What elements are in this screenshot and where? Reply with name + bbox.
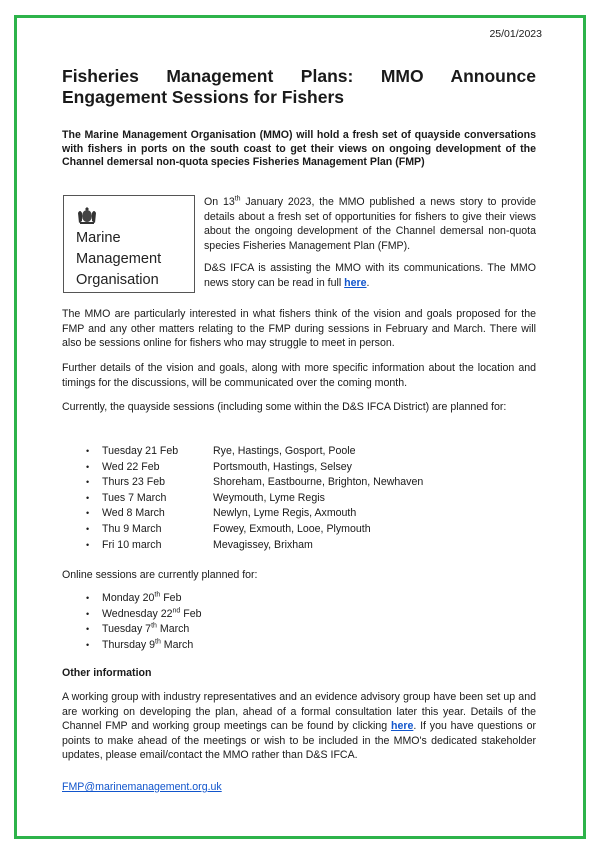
mmo-logo <box>63 195 195 293</box>
royal-crest-icon <box>76 205 98 225</box>
paragraph-working-group: A working group with industry representatives and an evidence advisory group have been set up and are working on developing the plan, ahead of a formal consultation later this year. Details of the Channel FMP and working group meetings can be found by clicking here. If you have questions or points to make ahead of the meetings or wish to be included in the MMO's dedicated stakeholder updates, please email/contact the MMO rather than D&S IFCA. <box>62 691 536 761</box>
list-item: • Tuesday 7th March <box>86 622 190 636</box>
news-story-link[interactable]: here <box>344 276 367 289</box>
list-item: • Wed 8 March Newlyn, Lyme Regis, Axmouth <box>86 507 357 520</box>
logo-text-line3: Organisation <box>76 272 159 288</box>
list-item: • Tuesday 21 Feb Rye, Hastings, Gosport, Poole <box>86 445 356 457</box>
list-item: • Monday 20th Feb <box>86 591 182 604</box>
side-paragraph-2: D&S IFCA is assisting the MMO with its communications. The MMO news story can be read in full here. <box>204 262 536 289</box>
list-item: • Wed 22 Feb Portsmouth, Hastings, Selsey <box>86 460 352 473</box>
list-item: • Thu 9 March Fowey, Exmouth, Looe, Plymouth <box>86 522 371 535</box>
side-text <box>204 195 536 290</box>
other-information-heading: Other information <box>62 667 152 679</box>
document-date: 25/01/2023 <box>489 28 542 40</box>
list-item: • Wednesday 22nd Feb <box>86 607 202 620</box>
paragraph-online-intro: Online sessions are currently planned for: <box>62 569 258 581</box>
logo-text-line1: Marine <box>76 230 121 246</box>
logo-text-line2: Management <box>76 251 162 267</box>
paragraph-further-details: Further details of the vision and goals, along with more specific information about the location and timings for the discussions, will be communicated over the coming month. <box>62 362 536 389</box>
paragraph-quayside-intro: Currently, the quayside sessions (including some within the D&S IFCA District) are planned for: <box>62 401 507 413</box>
channel-fmp-link[interactable]: here <box>390 720 414 732</box>
list-item: • Thursday 9th March <box>86 638 194 651</box>
list-item: • Thurs 23 Feb Shoreham, Eastbourne, Brighton, Newhaven <box>86 476 424 489</box>
contact-email-link[interactable]: FMP@marinemanagement.org.uk <box>62 781 222 793</box>
intro-summary: The Marine Management Organisation (MMO) will hold a fresh set of quayside conversations with fishers in ports on the south coast to get their views on ongoing development of the Channel demersal non-quota species Fisheries Management Plan (FMP) <box>62 129 536 168</box>
page-title: Fisheries Management Plans: MMO Announce Engagement Sessions for Fishers <box>62 66 536 107</box>
online-sessions-list <box>62 591 362 653</box>
quayside-sessions-list <box>62 444 536 553</box>
list-item: • Fri 10 march Mevagissey, Brixham <box>86 538 313 551</box>
side-paragraph-1: On 13th January 2023, the MMO published a news story to provide details about a fresh set of opportunities for fishers to give their views about the ongoing development of the Channel demersal non-quota species Fisheries Management Plan (FMP). <box>204 195 537 252</box>
paragraph-interest: The MMO are particularly interested in what fishers think of the vision and goals proposed for the FMP and any other matters relating to the FMP during sessions in February and March. There will also be sessions online for fishers who may struggle to meet in person. <box>62 308 536 349</box>
list-item: • Tues 7 March Weymouth, Lyme Regis <box>86 491 325 504</box>
